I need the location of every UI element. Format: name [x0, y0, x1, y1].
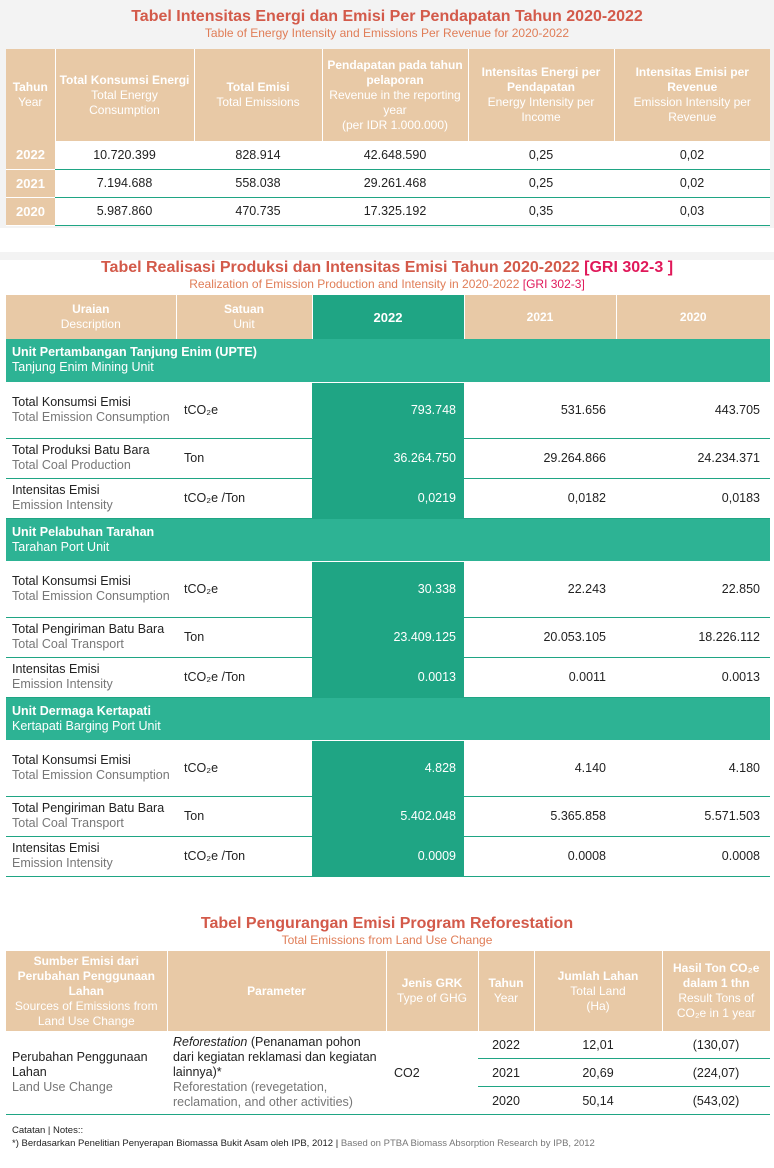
notes-text-id: *) Berdasarkan Penelitian Penyerapan Biomassa Bukit Asam oleh IPB, 2012 | — [12, 1138, 339, 1149]
row-description: Total Konsumsi Emisi Total Emission Consumption — [6, 382, 176, 438]
notes-text-en: Based on PTBA Biomass Absorption Research by IPB, 2012 — [338, 1138, 595, 1149]
table1-title — [0, 7, 774, 40]
table-row — [6, 740, 770, 796]
value-2022: 5.402.048 — [312, 796, 464, 836]
value-2022: 793.748 — [312, 382, 464, 438]
notes-label: Catatan | Notes:: — [12, 1125, 84, 1136]
th-emission: Total Emisi Total Emissions — [194, 49, 322, 141]
table3-title-id: Tabel Pengurangan Emisi Program Reforestation — [200, 915, 574, 932]
row-unit: tCO₂e /Ton — [176, 478, 312, 518]
value-2021: 0.0011 — [464, 657, 616, 697]
energy-intensity-table — [6, 49, 770, 226]
row-description: Total Pengiriman Batu Bara Total Coal Transport — [6, 796, 176, 836]
th-year: Tahun Year — [478, 951, 534, 1031]
value-2020: 4.180 — [616, 740, 770, 796]
table-row — [6, 836, 770, 876]
table3-title — [0, 914, 774, 947]
value-2021: 29.264.866 — [464, 438, 616, 478]
table1-title-id: Tabel Intensitas Energi dan Emisi Per Pendapatan Tahun 2020-2022 — [131, 8, 643, 25]
th-ghg: Jenis GRK Type of GHG — [386, 951, 478, 1031]
th-energy: Total Konsumsi Energi Total Energy Consumption — [55, 49, 194, 141]
row-description: Intensitas Emisi Emission Intensity — [6, 836, 176, 876]
th-emission-intensity: Intensitas Emisi per Revenue Emission Intensity per Revenue — [614, 49, 770, 141]
value-2022: 30.338 — [312, 561, 464, 617]
value-2020: 22.850 — [616, 561, 770, 617]
value-2022: 23.409.125 — [312, 617, 464, 657]
table-row: 2020 50,14 (543,02) — [6, 1087, 770, 1115]
value-2021: 22.243 — [464, 561, 616, 617]
row-description: Intensitas Emisi Emission Intensity — [6, 657, 176, 697]
value-2021: 0.0008 — [464, 836, 616, 876]
th-2020: 2020 — [616, 295, 770, 339]
th-area: Jumlah Lahan Total Land (Ha) — [534, 951, 662, 1031]
table3-title-en: Total Emissions from Land Use Change — [281, 933, 493, 947]
row-description: Total Konsumsi Emisi Total Emission Consumption — [6, 561, 176, 617]
parameter-cell: Reforestation (Penanaman pohon dari kegiatan reklamasi dan kegiatan lainnya)* Reforestation (revegetation, reclamation, and other activities) — [167, 1031, 386, 1115]
table2-title — [0, 258, 774, 291]
th-energy-intensity: Intensitas Energi per Pendapatan Energy Intensity per Income — [468, 49, 614, 141]
value-2022: 0.0009 — [312, 836, 464, 876]
ghg-cell: CO2 — [386, 1031, 478, 1115]
th-result: Hasil Ton CO₂e dalam 1 thn Result Tons of CO₂e in 1 year — [662, 951, 770, 1031]
table-row — [6, 478, 770, 518]
table2-title-id: Tabel Realisasi Produksi dan Intensitas Emisi Tahun 2020-2022 — [100, 259, 580, 276]
value-2022: 0.0013 — [312, 657, 464, 697]
value-2020: 18.226.112 — [616, 617, 770, 657]
value-2022: 0,0219 — [312, 478, 464, 518]
row-unit: Ton — [176, 796, 312, 836]
value-2022: 4.828 — [312, 740, 464, 796]
row-unit: Ton — [176, 438, 312, 478]
table-row: 2021 20,69 (224,07) — [6, 1059, 770, 1087]
value-2021: 20.053.105 — [464, 617, 616, 657]
section-header-row — [6, 518, 770, 561]
table-row — [6, 561, 770, 617]
table-row — [6, 382, 770, 438]
footnotes — [12, 1124, 772, 1150]
section-title: Unit Dermaga Kertapati Kertapati Barging Port Unit — [6, 697, 770, 740]
value-2021: 4.140 — [464, 740, 616, 796]
th-revenue: Pendapatan pada tahun pelaporan Revenue in the reporting year (per IDR 1.000.000) — [322, 49, 468, 141]
th-year: Tahun Year — [6, 49, 55, 141]
table-row — [6, 617, 770, 657]
table2-gri-en: [GRI 302-3] — [522, 277, 585, 291]
table1-title-en: Table of Energy Intensity and Emissions Per Revenue for 2020-2022 — [204, 26, 570, 40]
row-description: Total Produksi Batu Bara Total Coal Production — [6, 438, 176, 478]
table-row: 2021 7.194.688 558.038 29.261.468 0,25 0,02 — [6, 169, 770, 197]
reforestation-table — [6, 951, 770, 1115]
table2-gri-id: [GRI 302-3 ] — [584, 259, 674, 276]
th-description: Uraian Description — [6, 295, 176, 339]
table-row: Perubahan Penggunaan Lahan Land Use Change Reforestation (Penanaman pohon dari kegiatan reklamasi dan kegiatan lainnya)* Reforestation (revegetation, reclamation, and other activities) CO2 2022 12,01 (130,07) — [6, 1031, 770, 1059]
table-row: 2022 10.720.399 828.914 42.648.590 0,25 0,02 — [6, 141, 770, 169]
value-2020: 24.234.371 — [616, 438, 770, 478]
emission-realization-table — [6, 295, 770, 877]
row-description: Intensitas Emisi Emission Intensity — [6, 478, 176, 518]
section-header-row — [6, 697, 770, 740]
th-parameter: Parameter — [167, 951, 386, 1031]
row-unit: tCO₂e /Ton — [176, 657, 312, 697]
row-unit: tCO₂e /Ton — [176, 836, 312, 876]
th-unit: Satuan Unit — [176, 295, 312, 339]
row-unit: tCO₂e — [176, 740, 312, 796]
row-description: Total Konsumsi Emisi Total Emission Consumption — [6, 740, 176, 796]
row-unit: tCO₂e — [176, 561, 312, 617]
section-title: Unit Pelabuhan Tarahan Tarahan Port Unit — [6, 518, 770, 561]
row-description: Total Pengiriman Batu Bara Total Coal Transport — [6, 617, 176, 657]
row-unit: Ton — [176, 617, 312, 657]
row-unit: tCO₂e — [176, 382, 312, 438]
value-2022: 36.264.750 — [312, 438, 464, 478]
table2-title-en: Realization of Emission Production and Intensity in 2020-2022 — [189, 277, 520, 291]
table-row — [6, 657, 770, 697]
source-cell: Perubahan Penggunaan Lahan Land Use Change — [6, 1031, 167, 1115]
value-2020: 0,0183 — [616, 478, 770, 518]
th-source: Sumber Emisi dari Perubahan Penggunaan Lahan Sources of Emissions from Land Use Change — [6, 951, 167, 1031]
value-2020: 443.705 — [616, 382, 770, 438]
table-row: 2020 5.987.860 470.735 17.325.192 0,35 0,03 — [6, 197, 770, 225]
value-2020: 0.0013 — [616, 657, 770, 697]
table-row — [6, 438, 770, 478]
th-2021: 2021 — [464, 295, 616, 339]
value-2020: 0.0008 — [616, 836, 770, 876]
section-title: Unit Pertambangan Tanjung Enim (UPTE) Tanjung Enim Mining Unit — [6, 339, 770, 382]
value-2021: 5.365.858 — [464, 796, 616, 836]
value-2021: 0,0182 — [464, 478, 616, 518]
section-header-row — [6, 339, 770, 382]
table-row — [6, 796, 770, 836]
th-2022: 2022 — [312, 295, 464, 339]
value-2021: 531.656 — [464, 382, 616, 438]
value-2020: 5.571.503 — [616, 796, 770, 836]
